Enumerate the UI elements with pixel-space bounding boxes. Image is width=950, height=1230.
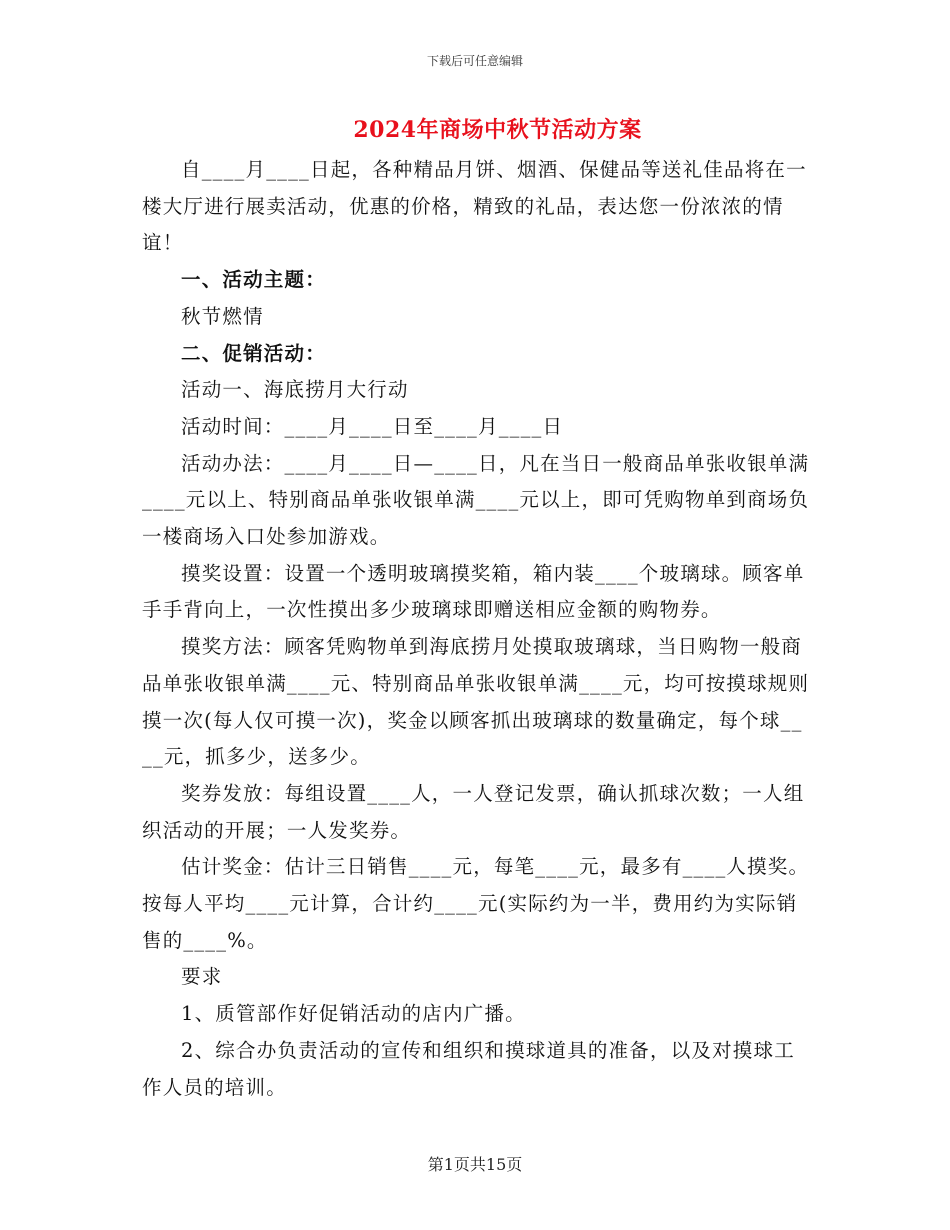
section-heading-promotion: 二、促销活动： [181,341,326,365]
paragraph-prize-method: 摸奖方法：顾客凭购物单到海底捞月处摸取玻璃球，当日购物一般商品单张收银单满____元、特别商品单张收银单满____元，均可按摸球规则摸一次(每人仅可摸一次)，奖金以顾客抓出玻璃球的数量确定，每个球____元，抓多少，送多少。 [142,635,810,769]
paragraph-activity-one: 活动一、海底捞月大行动 [181,378,409,402]
document-title: 2024年商场中秋节活动方案 [353,117,642,143]
paragraph-activity-method: 活动办法：____月____日—____日，凡在当日一般商品单张收银单满____元以上、特别商品单张收银单满____元以上，即可凭购物单到商场负一楼商场入口处参加游戏。 [142,451,810,549]
paragraph-estimate: 估计奖金：估计三日销售____元，每笔____元，最多有____人摸奖。按每人平均____元计算，合计约____元(实际约为一半，费用约为实际销售的____%。 [142,855,810,952]
paragraph-requirement-2: 2、综合办负责活动的宣传和组织和摸球道具的准备，以及对摸球工作人员的培训。 [142,1038,795,1099]
paragraph-activity-time: 活动时间：____月____日至____月____日 [181,414,564,438]
paragraph-voucher: 奖券发放：每组设置____人，一人登记发票，确认抓球次数；一人组织活动的开展；一人发奖券。 [142,781,805,842]
paragraph-prize-setup: 摸奖设置：设置一个透明玻璃摸奖箱，箱内装____个玻璃球。顾客单手手背向上，一次性摸出多少玻璃球即赠送相应金额的购物券。 [142,561,805,622]
paragraph-theme: 秋节燃情 [181,304,264,328]
paragraph-requirement-1: 1、质管部作好促销活动的店内广播。 [181,1002,526,1026]
document-body [142,152,812,1106]
page-footer-number: 第1页共15页 [427,1155,523,1174]
paragraph-intro: 自____月____日起，各种精品月饼、烟酒、保健品等送礼佳品将在一楼大厅进行展卖活动，优惠的价格，精致的礼品，表达您一份浓浓的情谊！ [142,158,807,255]
section-heading-theme: 一、活动主题： [181,268,326,292]
page-header-note: 下载后可任意编辑 [426,54,523,68]
paragraph-requirements-label: 要求 [181,965,223,989]
